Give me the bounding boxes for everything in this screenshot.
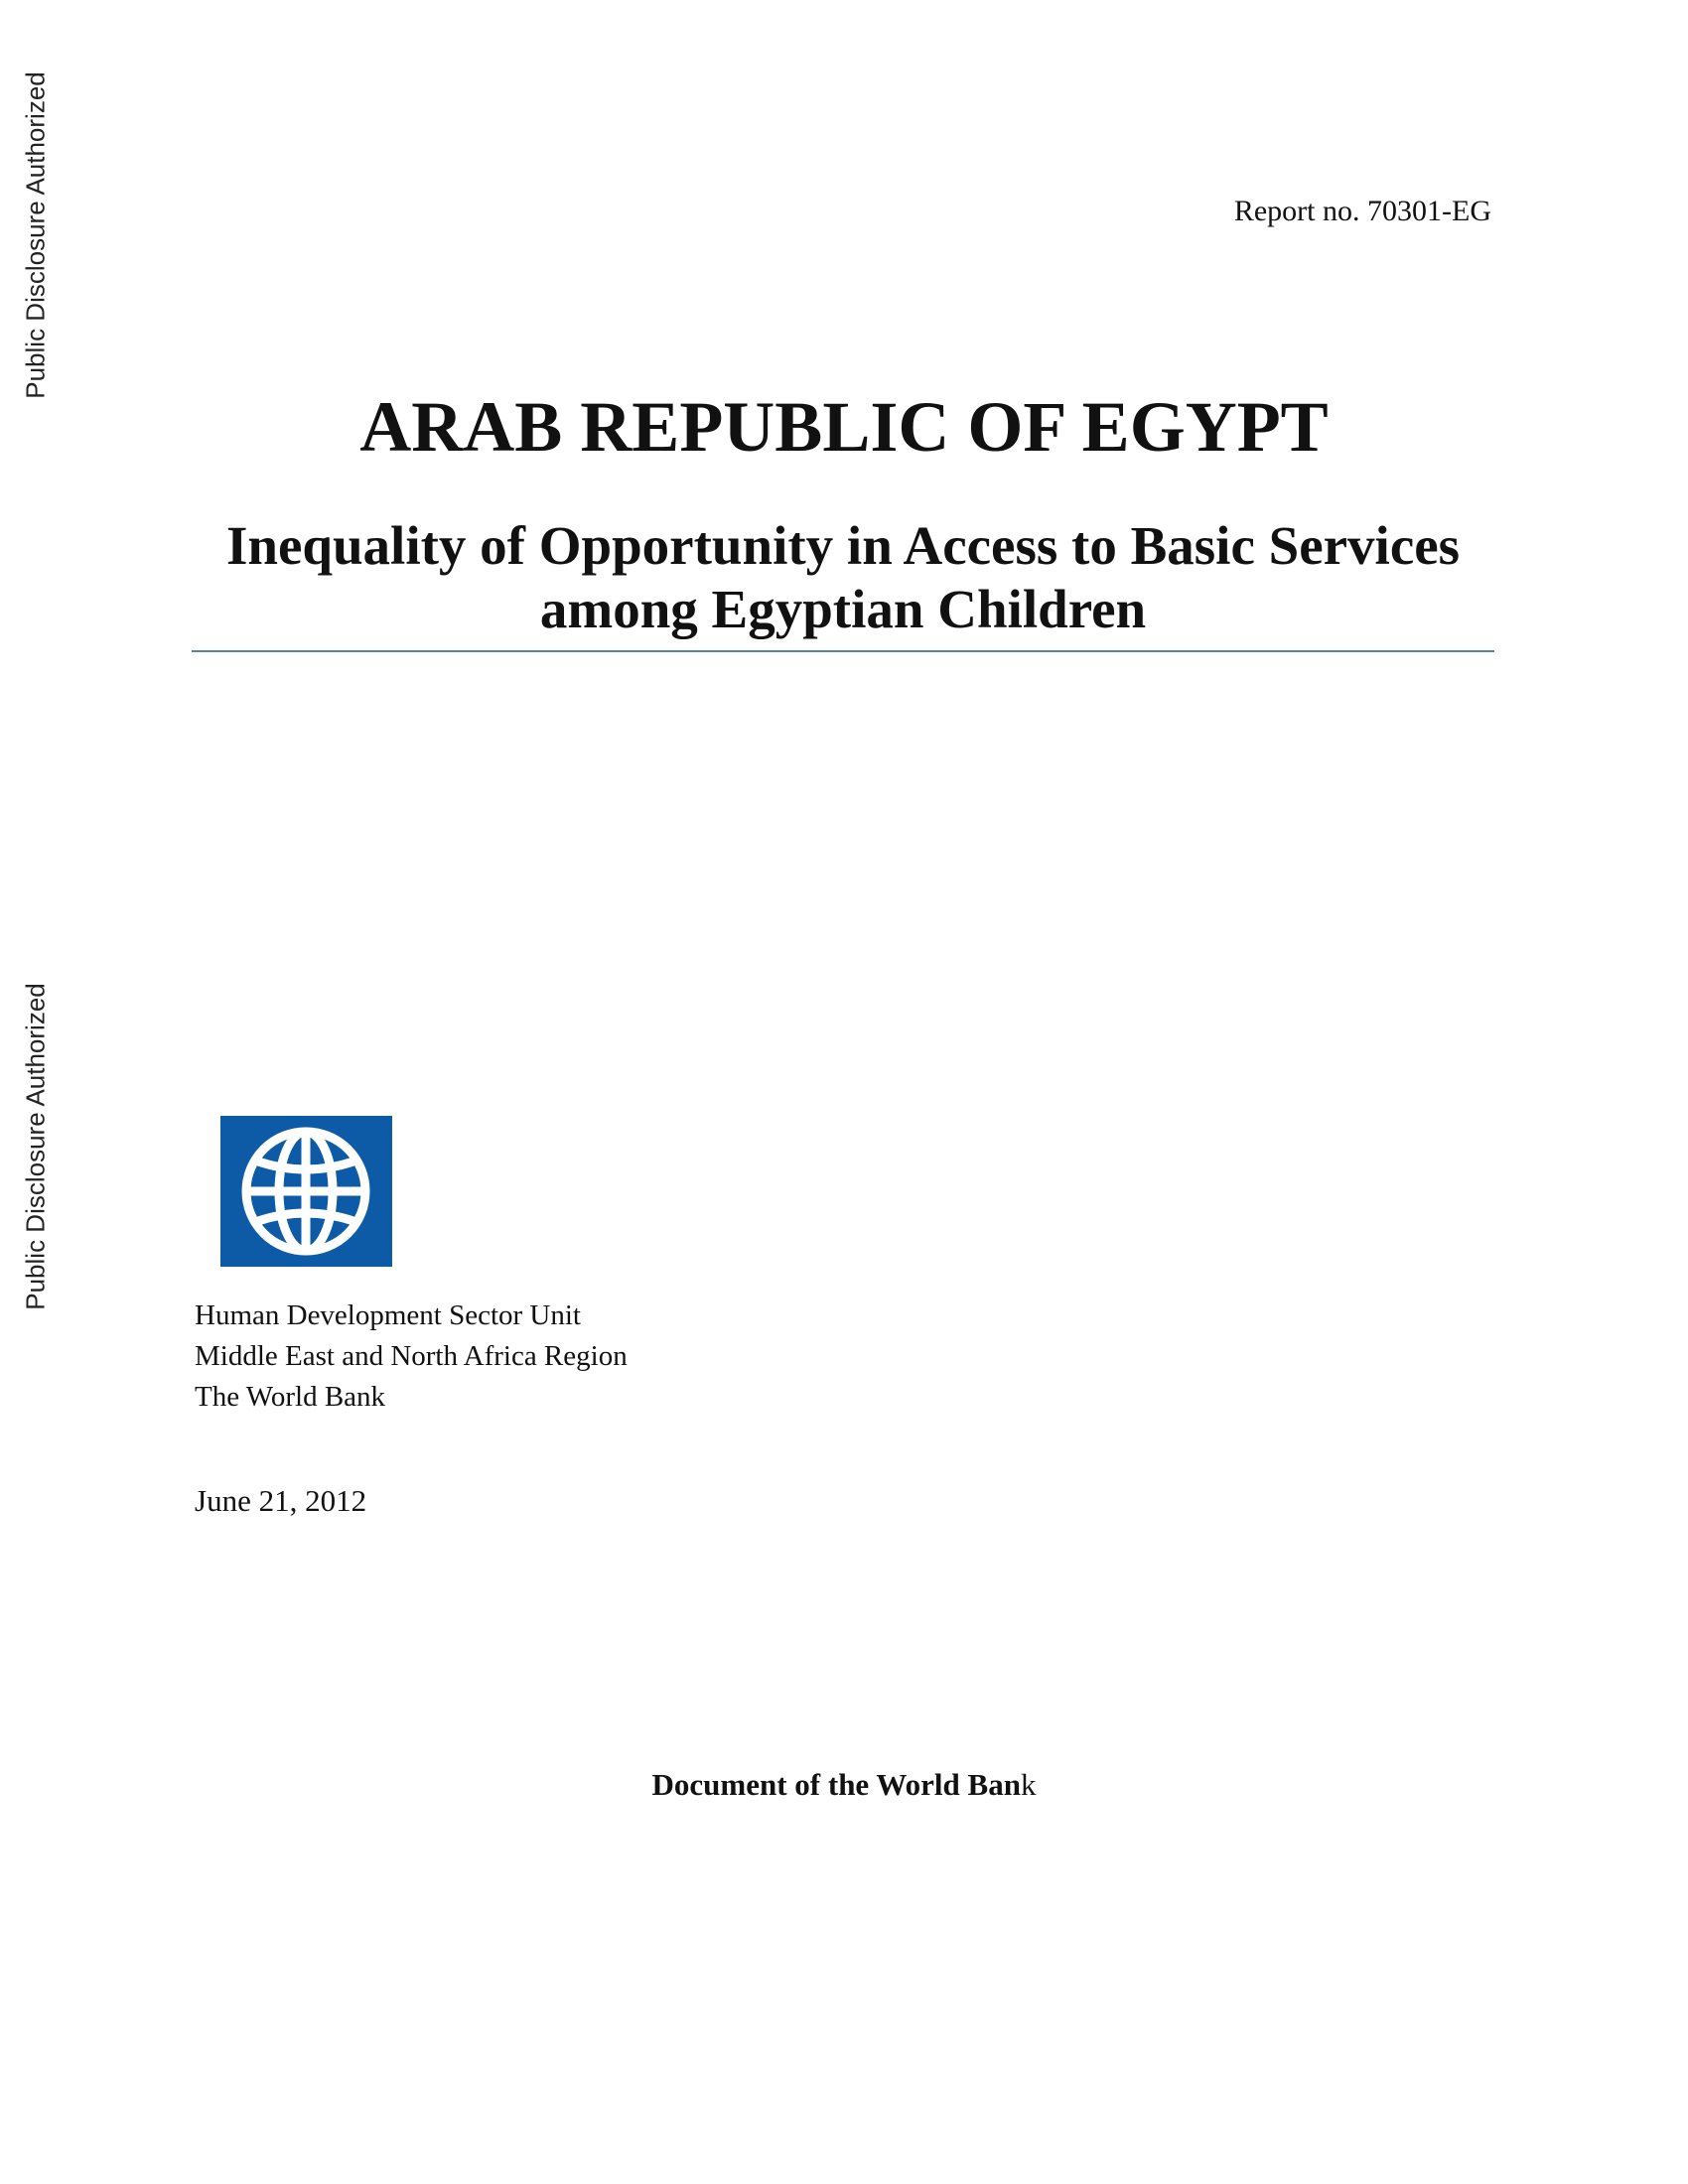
title-divider bbox=[192, 650, 1494, 652]
document-footer bbox=[0, 1767, 1688, 1803]
report-subtitle bbox=[192, 514, 1494, 641]
report-number: Report no. 70301-EG bbox=[1233, 195, 1491, 227]
footer-bold-text: Document of the World Ban bbox=[651, 1767, 1021, 1802]
world-bank-globe-icon bbox=[220, 1116, 392, 1267]
subtitle-line-1: Inequality of Opportunity in Access to Basic Services bbox=[225, 515, 1461, 576]
footer-regular-text: k bbox=[1020, 1767, 1037, 1802]
disclosure-stamp-bottom: Public Disclosure Authorized bbox=[20, 983, 51, 1310]
subtitle-line-2: among Egyptian Children bbox=[539, 579, 1147, 639]
page-title: ARAB REPUBLIC OF EGYPT bbox=[359, 387, 1329, 467]
org-unit: Human Development Sector Unit bbox=[195, 1299, 581, 1331]
org-region: Middle East and North Africa Region bbox=[195, 1340, 628, 1372]
organization-block bbox=[195, 1296, 628, 1418]
report-date: June 21, 2012 bbox=[195, 1483, 367, 1518]
world-bank-logo bbox=[220, 1116, 392, 1267]
org-institution: The World Bank bbox=[195, 1381, 386, 1413]
disclosure-stamp-top: Public Disclosure Authorized bbox=[20, 71, 51, 399]
